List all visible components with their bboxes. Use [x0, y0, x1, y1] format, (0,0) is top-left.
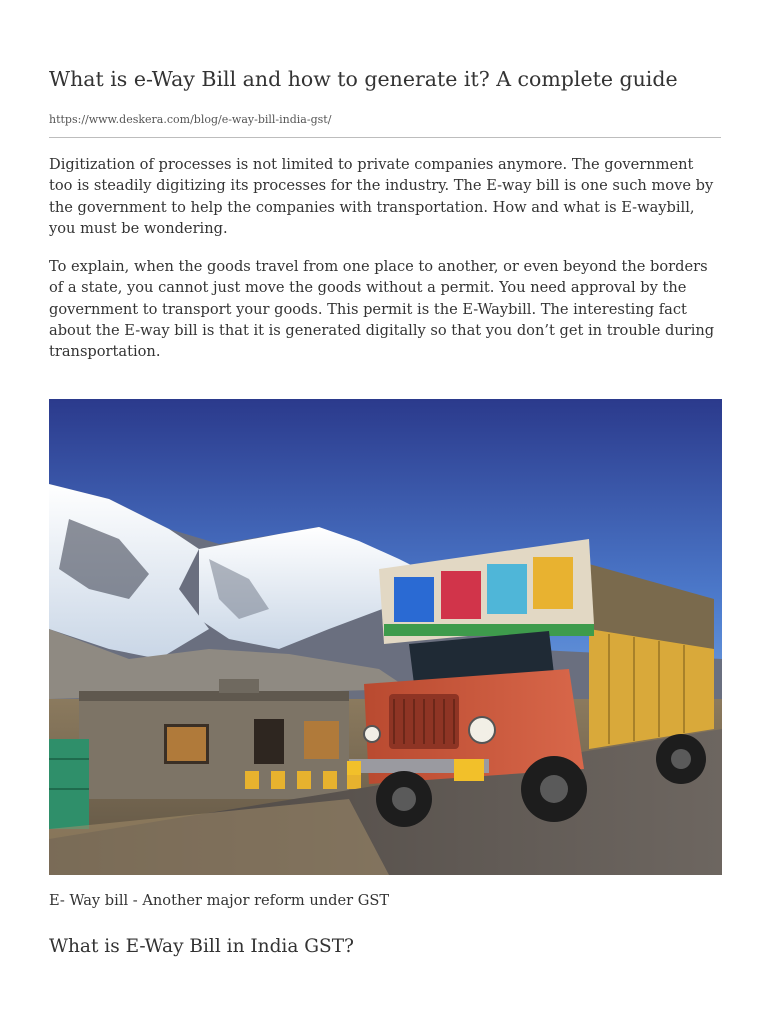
title-divider [49, 137, 721, 138]
truck-mountain-photo [49, 399, 722, 875]
source-url[interactable]: https://www.deskera.com/blog/e-way-bill-india-gst/ [49, 113, 332, 126]
explanation-paragraph: To explain, when the goods travel from one place to another, or even beyond the borders of a state, you cannot just move the goods without a permit. You need approval by the government to transport your goods. This permit is the E-Waybill. The interesting fact about the E-way bill is that it is generated digitally so that you don’t get in trouble during transportation. [49, 258, 715, 361]
image-caption: E- Way bill - Another major reform under GST [49, 892, 390, 909]
intro-paragraph: Digitization of processes is not limited to private companies anymore. The government too is steadily digitizing its processes for the industry. The E-way bill is one such move by the government to help the companies with transportation. How and what is E-waybill, you must be wondering. [49, 156, 714, 237]
section-heading: What is E-Way Bill in India GST? [49, 936, 354, 957]
article-title: What is e-Way Bill and how to generate it? A complete guide [49, 67, 678, 91]
